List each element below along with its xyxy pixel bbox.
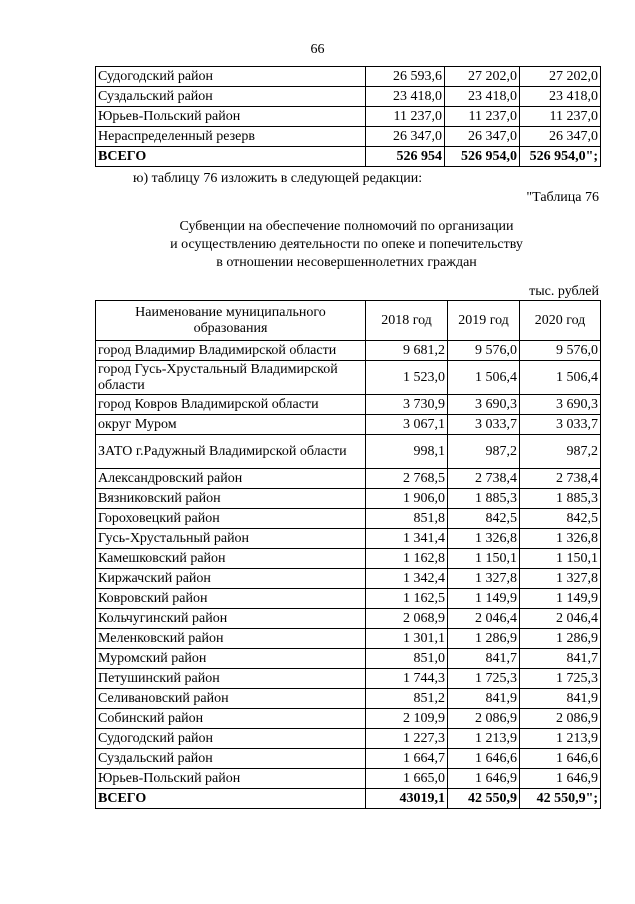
row-value-2020: 2 086,9 [520,709,601,729]
table-row [96,87,601,107]
table-row [96,569,601,589]
row-value-2018: 1 744,3 [366,669,448,689]
row-value-2019: 987,2 [448,435,520,469]
row-value-2020: 841,9 [520,689,601,709]
table-row [96,127,601,147]
row-value-2018: 1 523,0 [366,361,448,395]
row-value-2018: 3 730,9 [366,395,448,415]
table-row [96,549,601,569]
row-value-2019: 23 418,0 [445,87,520,107]
row-value-2019: 1 646,9 [448,769,520,789]
row-value-2020: 1 327,8 [520,569,601,589]
row-value-2019: 1 327,8 [448,569,520,589]
row-value-2020: 841,7 [520,649,601,669]
row-value-2019: 3 033,7 [448,415,520,435]
row-name: Кольчугинский район [96,609,366,629]
total-value-2020: 526 954,0"; [520,147,601,167]
table-row [96,609,601,629]
row-value-2020: 1 646,9 [520,769,601,789]
header-2020: 2020 год [520,301,601,341]
header-name: Наименование муниципального образования [96,301,366,341]
table-row [96,509,601,529]
table-row [96,107,601,127]
total-row [96,147,601,167]
row-name: Собинский район [96,709,366,729]
title-line-3: в отношении несовершеннолетних граждан [216,255,477,270]
row-value-2019: 11 237,0 [445,107,520,127]
row-value-2019: 1 149,9 [448,589,520,609]
row-value-2018: 2 109,9 [366,709,448,729]
row-value-2019: 841,9 [448,689,520,709]
instruction-text: ю) таблицу 76 изложить в следующей редакции: [133,171,423,186]
row-value-2020: 26 347,0 [520,127,601,147]
row-value-2020: 9 576,0 [520,341,601,361]
row-value-2020: 987,2 [520,435,601,469]
row-name: Судогодский район [96,67,366,87]
row-name: Суздальский район [96,87,366,107]
row-value-2019: 1 506,4 [448,361,520,395]
row-value-2018: 851,2 [366,689,448,709]
row-value-2020: 1 286,9 [520,629,601,649]
row-value-2018: 1 664,7 [366,749,448,769]
row-name: Камешковский район [96,549,366,569]
row-value-2019: 1 150,1 [448,549,520,569]
units-label: тыс. рублей [529,284,599,299]
table-row [96,529,601,549]
row-value-2020: 1 885,3 [520,489,601,509]
row-name: город Ковров Владимирской области [96,395,366,415]
row-value-2019: 842,5 [448,509,520,529]
row-value-2018: 23 418,0 [366,87,445,107]
row-value-2020: 842,5 [520,509,601,529]
table-row [96,769,601,789]
row-value-2018: 1 906,0 [366,489,448,509]
main-table [95,300,601,809]
row-name: Александровский район [96,469,366,489]
row-value-2018: 3 067,1 [366,415,448,435]
row-name: округ Муром [96,415,366,435]
row-value-2019: 1 213,9 [448,729,520,749]
table-row [96,689,601,709]
header-2019: 2019 год [448,301,520,341]
row-value-2019: 2 086,9 [448,709,520,729]
top-table [95,66,601,167]
row-value-2019: 9 576,0 [448,341,520,361]
row-value-2019: 841,7 [448,649,520,669]
row-value-2019: 2 046,4 [448,609,520,629]
row-name: Селивановский район [96,689,366,709]
row-value-2018: 26 347,0 [366,127,445,147]
row-value-2018: 851,8 [366,509,448,529]
row-value-2020: 1 725,3 [520,669,601,689]
row-value-2020: 1 213,9 [520,729,601,749]
row-name: Гороховецкий район [96,509,366,529]
table-row [96,489,601,509]
total-value-2019: 42 550,9 [448,789,520,809]
row-name: Нераспределенный резерв [96,127,366,147]
row-value-2018: 26 593,6 [366,67,445,87]
table-row [96,341,601,361]
row-value-2019: 1 725,3 [448,669,520,689]
main-table-body [96,301,601,809]
table-row [96,67,601,87]
row-value-2019: 1 885,3 [448,489,520,509]
row-value-2018: 2 768,5 [366,469,448,489]
table-row [96,469,601,489]
row-value-2020: 1 326,8 [520,529,601,549]
row-name: Муромский район [96,649,366,669]
row-value-2020: 2 046,4 [520,609,601,629]
table-row [96,669,601,689]
table-row [96,749,601,769]
row-name: Суздальский район [96,749,366,769]
total-label: ВСЕГО [96,147,366,167]
row-name: ЗАТО г.Радужный Владимирской области [96,435,366,469]
row-value-2018: 1 341,4 [366,529,448,549]
row-value-2019: 3 690,3 [448,395,520,415]
row-value-2020: 1 506,4 [520,361,601,395]
row-name: Меленковский район [96,629,366,649]
total-row [96,789,601,809]
row-value-2019: 1 326,8 [448,529,520,549]
row-value-2020: 3 033,7 [520,415,601,435]
row-value-2020: 23 418,0 [520,87,601,107]
row-name: Юрьев-Польский район [96,107,366,127]
row-value-2018: 1 162,5 [366,589,448,609]
table-row [96,709,601,729]
row-value-2018: 9 681,2 [366,341,448,361]
row-value-2020: 1 646,6 [520,749,601,769]
row-value-2020: 1 150,1 [520,549,601,569]
table-row [96,589,601,609]
table-label: "Таблица 76 [526,190,599,205]
total-value-2019: 526 954,0 [445,147,520,167]
table-row [96,649,601,669]
row-value-2018: 1 342,4 [366,569,448,589]
table-header-row [96,301,601,341]
row-value-2018: 1 227,3 [366,729,448,749]
total-value-2020: 42 550,9"; [520,789,601,809]
row-value-2019: 26 347,0 [445,127,520,147]
table-row [96,395,601,415]
row-value-2019: 1 646,6 [448,749,520,769]
row-name: Петушинский район [96,669,366,689]
row-value-2019: 2 738,4 [448,469,520,489]
row-value-2018: 11 237,0 [366,107,445,127]
row-name: Ковровский район [96,589,366,609]
table-title [0,218,635,272]
row-value-2019: 27 202,0 [445,67,520,87]
row-value-2018: 1 162,8 [366,549,448,569]
row-value-2019: 1 286,9 [448,629,520,649]
table-row [96,435,601,469]
row-value-2020: 3 690,3 [520,395,601,415]
top-table-body [96,67,601,167]
table-row [96,629,601,649]
row-name: Юрьев-Польский район [96,769,366,789]
row-value-2020: 1 149,9 [520,589,601,609]
table-row [96,729,601,749]
title-line-2: и осуществлению деятельности по опеке и попечительству [170,237,523,252]
row-name: Гусь-Хрустальный район [96,529,366,549]
table-row [96,361,601,395]
row-name: Вязниковский район [96,489,366,509]
row-value-2020: 2 738,4 [520,469,601,489]
total-label: ВСЕГО [96,789,366,809]
row-value-2018: 851,0 [366,649,448,669]
total-value-2018: 43019,1 [366,789,448,809]
row-value-2018: 1 301,1 [366,629,448,649]
table-row [96,415,601,435]
row-value-2018: 1 665,0 [366,769,448,789]
header-2018: 2018 год [366,301,448,341]
row-name: Киржачский район [96,569,366,589]
row-value-2020: 27 202,0 [520,67,601,87]
row-value-2018: 998,1 [366,435,448,469]
row-value-2020: 11 237,0 [520,107,601,127]
row-name: город Гусь-Хрустальный Владимирской области [96,361,366,395]
row-name: Судогодский район [96,729,366,749]
page-number: 66 [310,42,325,57]
row-value-2018: 2 068,9 [366,609,448,629]
row-name: город Владимир Владимирской области [96,341,366,361]
title-line-1: Субвенции на обеспечение полномочий по организации [179,219,514,234]
total-value-2018: 526 954 [366,147,445,167]
